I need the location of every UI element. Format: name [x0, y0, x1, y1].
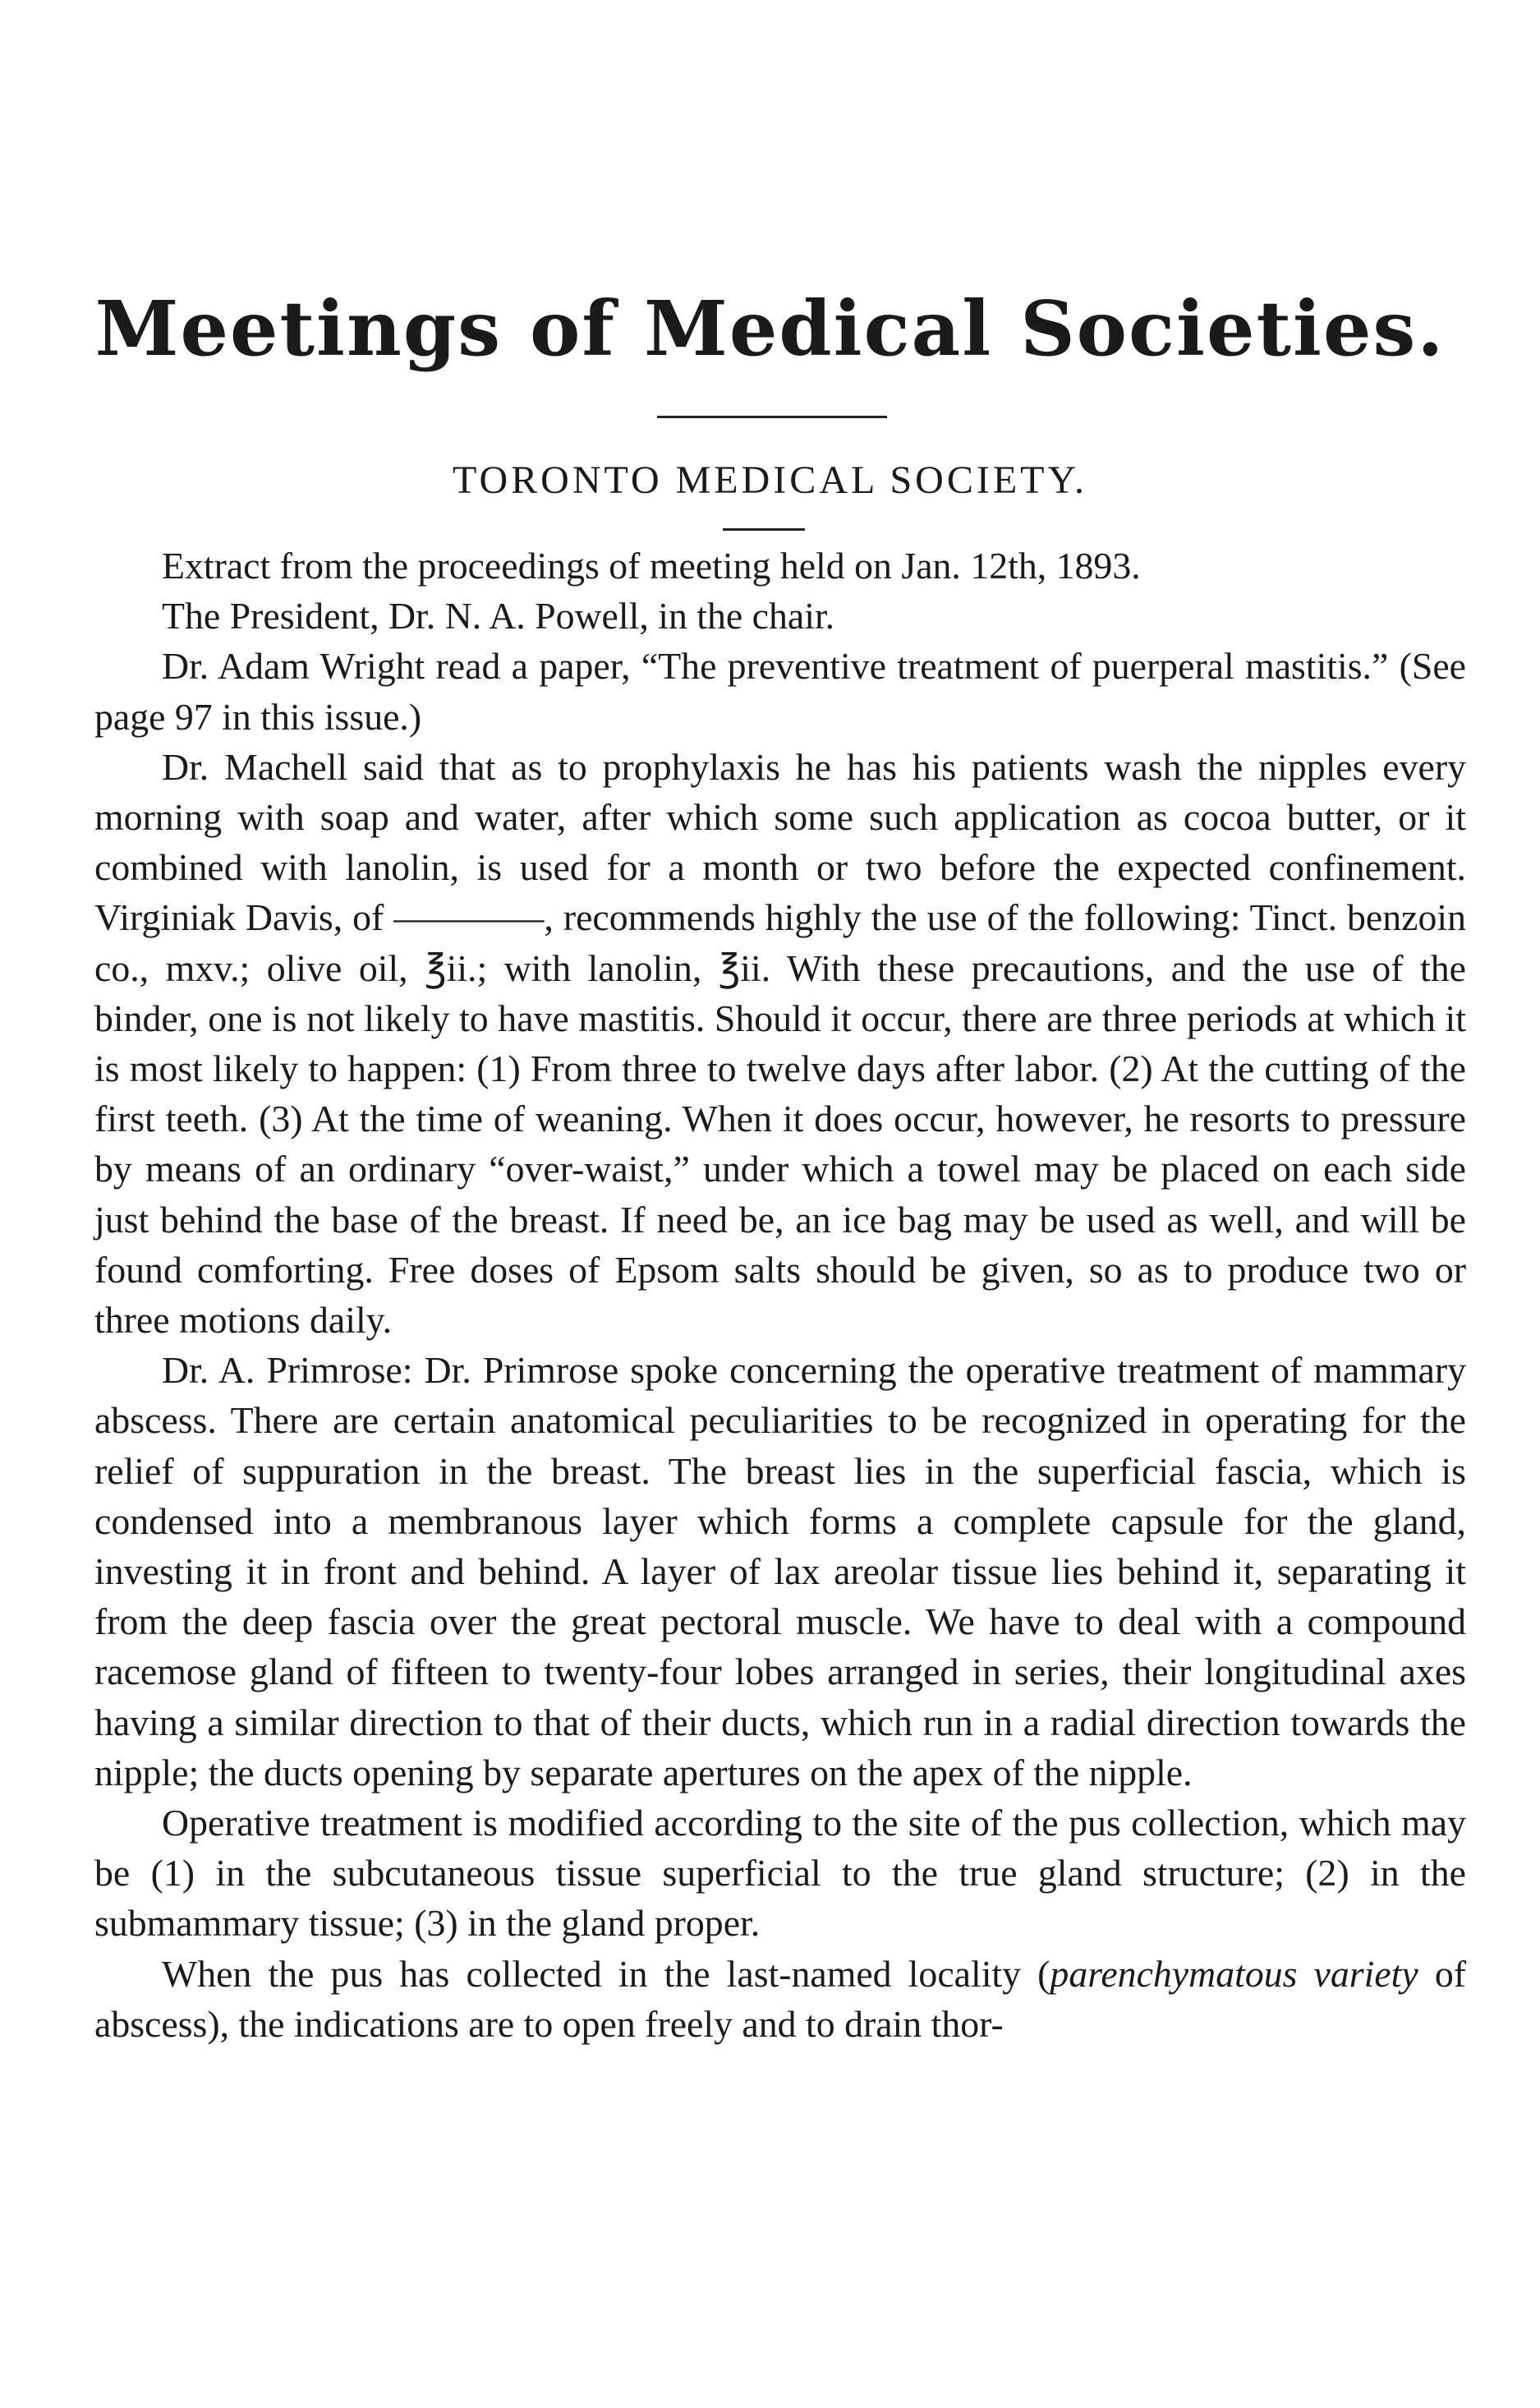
paragraph-extract: Extract from the proceedings of meeting held on Jan. 12th, 1893. — [162, 545, 1141, 587]
paragraph-pus-collection — [94, 1949, 1466, 2049]
paragraph-operative-treatment: Operative treatment is modified according to the site of the pus collection, which may be (1) in the subcutaneous tissue superficial to the true gland structure; (2) in the submammary tissue; (3) in the gland proper. — [94, 1802, 1466, 1945]
paragraph-text: of abscess), the indications are to open freely and to drain thor- — [94, 1952, 1466, 2045]
paragraph-primrose: Dr. A. Primrose: Dr. Primrose spoke concerning the operative treatment of mammary abscess. There are certain anatomical peculiarities to be recognized in operating for the relief of suppuration in the breast. The breast lies in the superficial fascia, which is condensed into a membranous layer which forms a complete capsule for the gland, investing it in front and behind. A layer of lax areolar tissue lies behind it, separating it from the deep fascia over the great pectoral muscle. We have to deal with a compound racemose gland of fifteen to twenty-four lobes arranged in series, their longitudinal axes having a similar direction to that of their ducts, which run in a radial direction towards the nipple; the ducts opening by separate apertures on the apex of the nipple. — [94, 1349, 1466, 1793]
italic-term: parenchymatous variety — [1050, 1952, 1418, 1995]
society-heading: TORONTO MEDICAL SOCIETY. — [453, 458, 1087, 502]
paragraph-president: The President, Dr. N. A. Powell, in the chair. — [162, 595, 835, 638]
paragraph-text: When the pus has collected in the last-named locality ( — [162, 1952, 1050, 1995]
section-divider — [723, 528, 805, 531]
title-divider — [657, 416, 887, 418]
page-title: Meetings of Medical Societies. — [94, 284, 1446, 373]
paragraph-machell: Dr. Machell said that as to prophylaxis he has his patients wash the nipples every morning with soap and water, after which some such application as cocoa butter, or it combined with lanolin, is used for a month or two before the expected confinement. Virginiak Davis, of ————, recommends highly the use of the following: Tinct. benzoin co., mxv.; olive oil, ℥ii.; with lanolin, ℥ii. With these precautions, and the use of the binder, one is not likely to have mastitis. Should it occur, there are three periods at which it is most likely to happen: (1) From three to twelve days after labor. (2) At the cutting of the first teeth. (3) At the time of weaning. When it does occur, however, he resorts to pressure by means of an ordinary “over-waist,” under which a towel may be placed on each side just behind the base of the breast. If need be, an ice bag may be used as well, and will be found comforting. Free doses of Epsom salts should be given, so as to produce two or three motions daily. — [94, 745, 1466, 1342]
paragraph-wright: Dr. Adam Wright read a paper, “The preventive treatment of puerperal mastitis.” (See page 97 in this issue.) — [94, 645, 1466, 738]
article-body — [94, 541, 1466, 2049]
